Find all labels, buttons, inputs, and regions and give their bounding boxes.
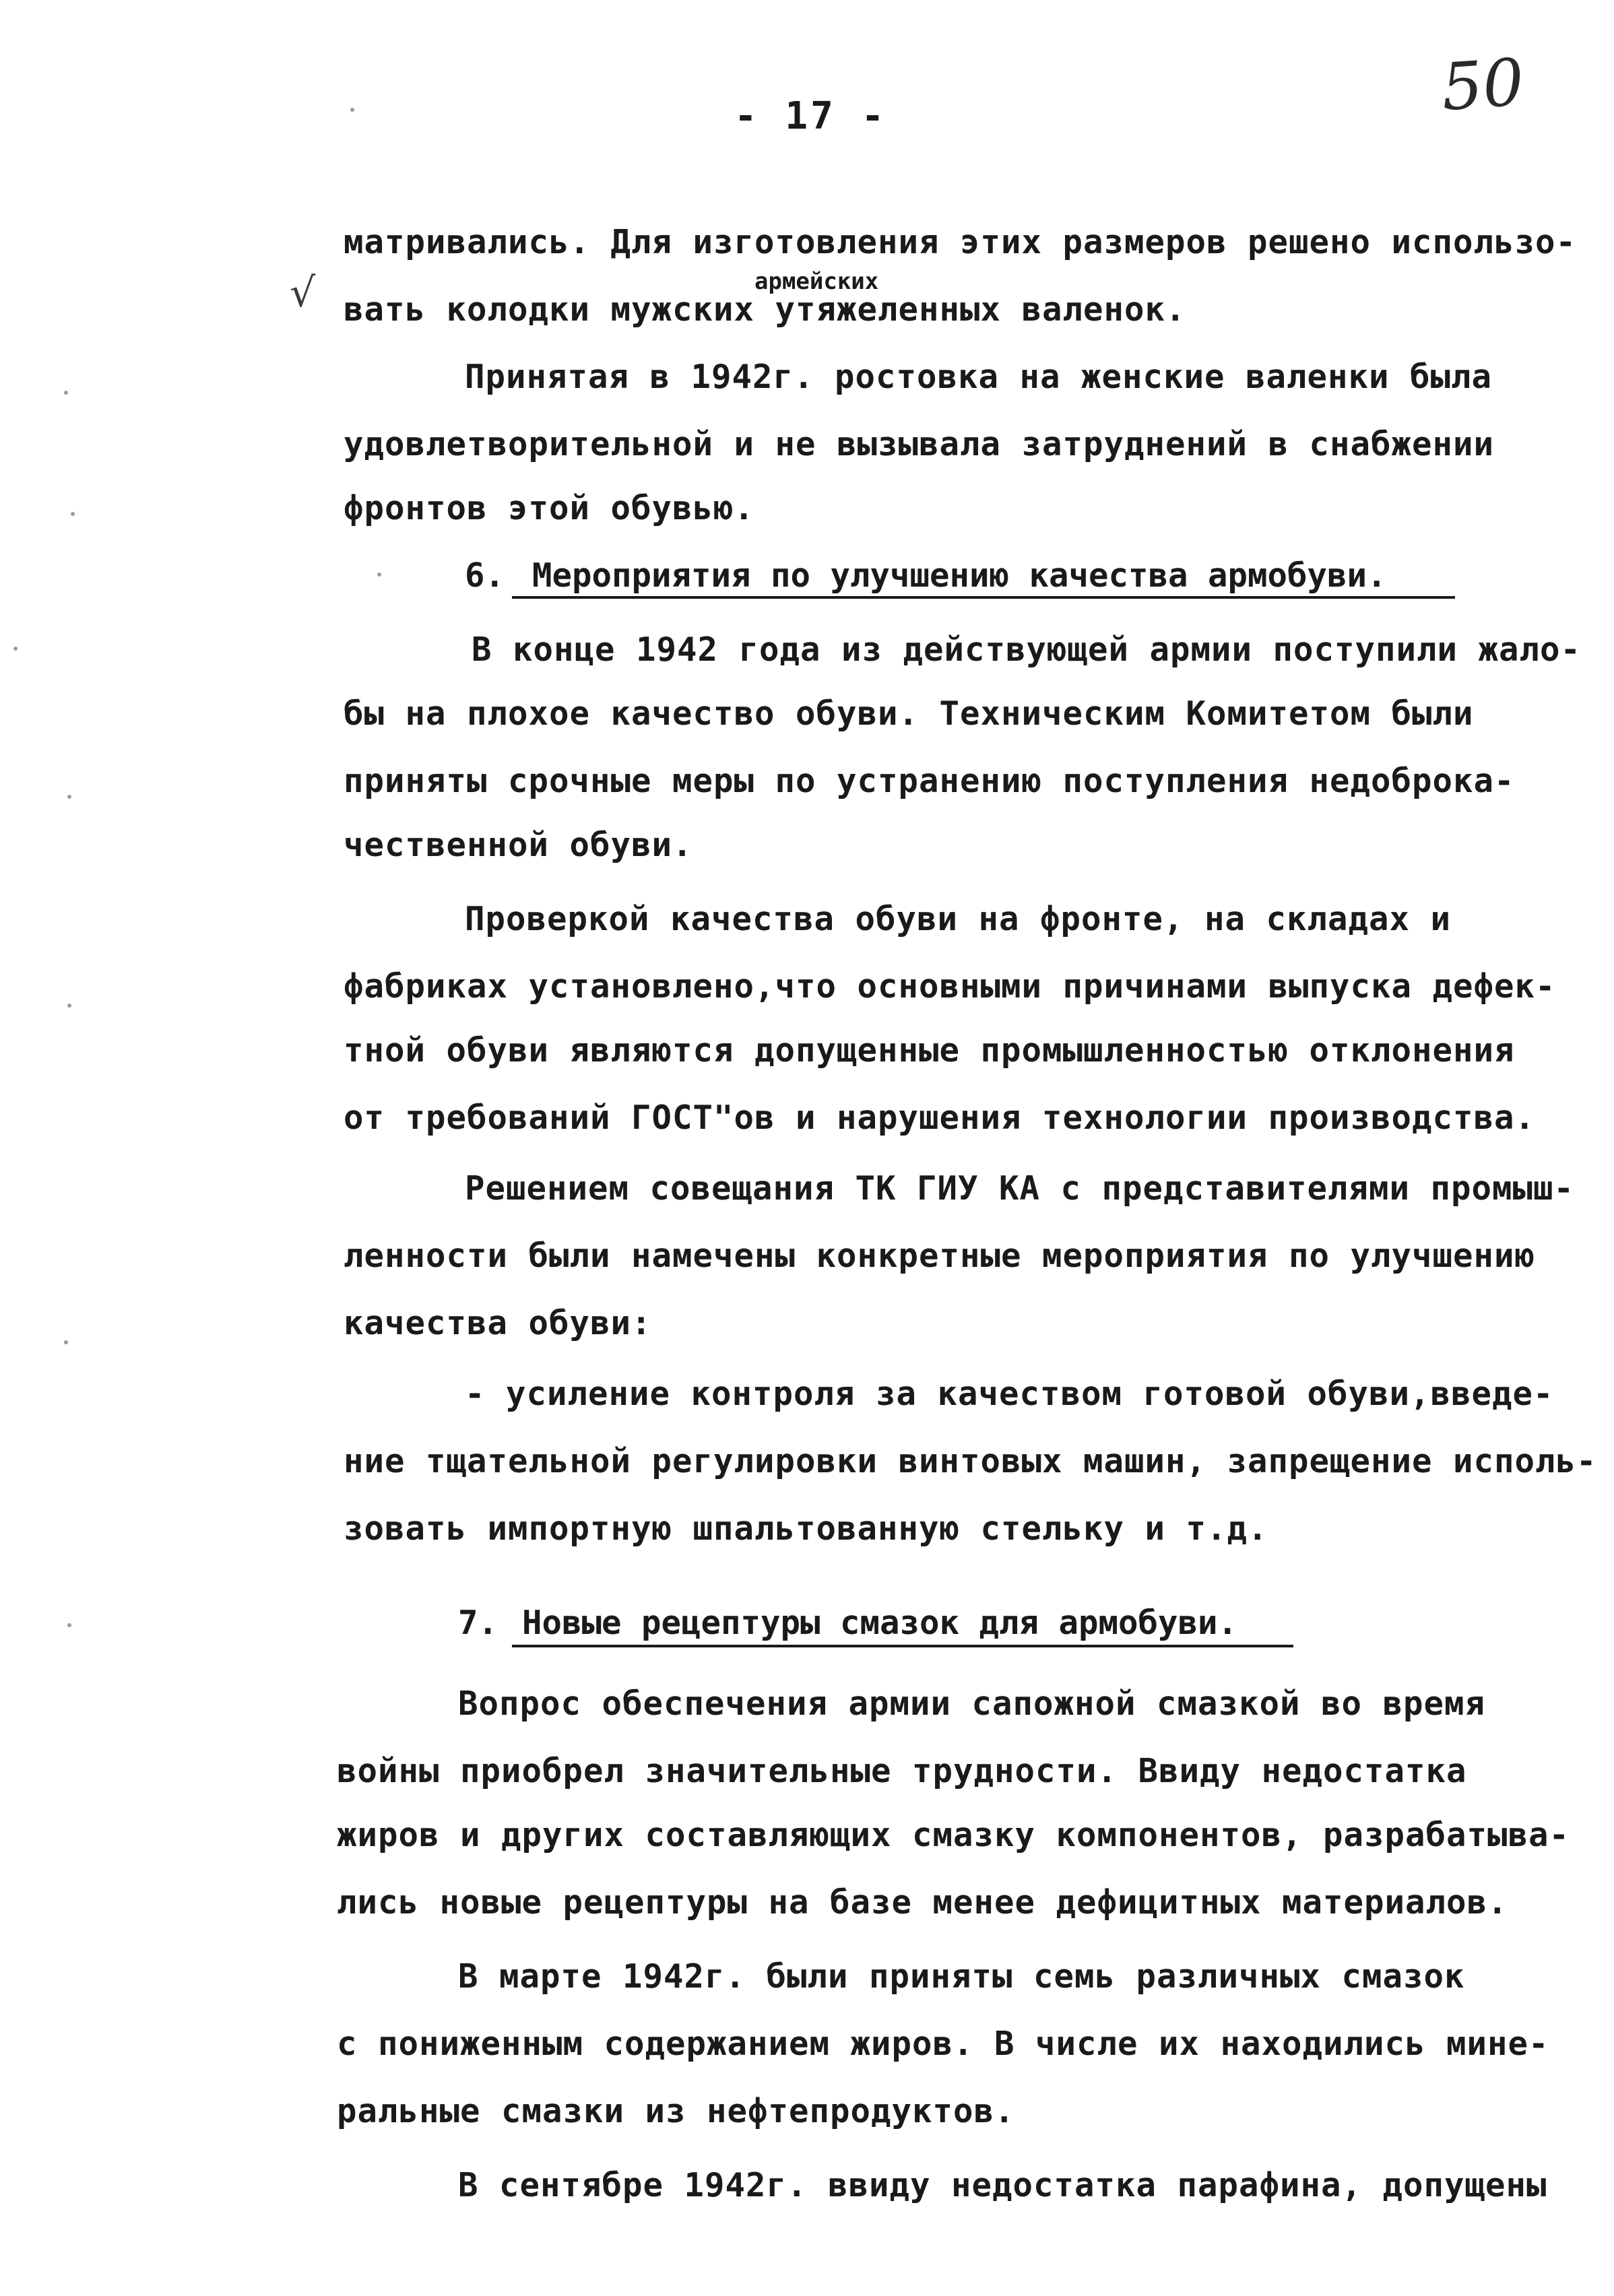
text-line: - усиление контроля за качеством готовой обуви,введе-: [465, 1375, 1554, 1413]
text-line: матривались. Для изготовления этих размеров решено использо-: [344, 223, 1577, 261]
text-line: войны приобрел значительные трудности. Ввиду недостатка: [337, 1752, 1467, 1790]
inserted-word: армейских: [754, 268, 879, 295]
scan-speck: [71, 512, 75, 516]
text-line: жиров и других составляющих смазку компонентов, разрабатыва-: [337, 1816, 1570, 1854]
text-line: Принятая в 1942г. ростовка на женские валенки была: [465, 358, 1493, 396]
archive-sheet-number: 50: [1439, 44, 1526, 126]
heading-7-underline: [512, 1645, 1293, 1647]
text-line: качества обуви:: [344, 1304, 652, 1342]
scan-speck: [350, 108, 354, 112]
scan-speck: [67, 1623, 71, 1627]
scan-speck: [64, 391, 68, 395]
text-line: В сентябре 1942г. ввиду недостатка парафина, допущены: [458, 2166, 1547, 2204]
section-heading-6-number: 6.: [465, 556, 505, 595]
text-line: фабриках установлено,что основными причинами выпуска дефек-: [344, 967, 1556, 1006]
section-heading-6-title: Мероприятия по улучшению качества армобуви.: [532, 556, 1387, 595]
text-line: ленности были намечены конкретные мероприятия по улучшению: [344, 1237, 1536, 1275]
scan-speck: [13, 647, 18, 651]
text-line: лись новые рецептуры на базе менее дефицитных материалов.: [337, 1883, 1508, 1922]
text-line: фронтов этой обувью.: [344, 489, 755, 527]
text-line: зовать импортную шпальтованную стельку и т.д.: [344, 1509, 1268, 1548]
scan-speck: [67, 795, 71, 799]
page-number: - 17 -: [734, 94, 887, 138]
text-line: В конце 1942 года из действующей армии поступили жало-: [472, 630, 1582, 669]
scan-speck: [377, 572, 381, 577]
heading-6-underline: [512, 596, 1455, 599]
text-line: ние тщательной регулировки винтовых машин, запрещение исполь-: [344, 1442, 1597, 1480]
text-line: чественной обуви.: [344, 826, 693, 864]
text-line: вать колодки мужских утяжеленных валенок.: [344, 290, 1186, 329]
scan-speck: [64, 1340, 68, 1344]
text-line: от требований ГОСТ"ов и нарушения технологии производства.: [344, 1098, 1536, 1137]
margin-checkmark-icon: √: [290, 269, 316, 317]
section-heading-7-title: Новые рецептуры смазок для армобуви.: [522, 1604, 1238, 1642]
text-line: с пониженным содержанием жиров. В числе их находились мине-: [337, 2025, 1549, 2063]
text-line: удовлетворительной и не вызывала затруднений в снабжении: [344, 425, 1495, 463]
scan-speck: [67, 1004, 71, 1008]
text-line: приняты срочные меры по устранению поступления недоброка-: [344, 762, 1515, 800]
text-line: тной обуви являются допущенные промышленностью отклонения: [344, 1031, 1515, 1070]
text-line: Вопрос обеспечения армии сапожной смазкой во время: [458, 1684, 1486, 1723]
section-heading-7-number: 7.: [458, 1604, 498, 1642]
text-line: Проверкой качества обуви на фронте, на складах и: [465, 900, 1452, 938]
text-line: ральные смазки из нефтепродуктов.: [337, 2092, 1015, 2130]
text-line: бы на плохое качество обуви. Техническим Комитетом были: [344, 694, 1474, 733]
text-line: Решением совещания ТК ГИУ КА с представителями промыш-: [465, 1169, 1575, 1208]
text-line: В марте 1942г. были приняты семь различных смазок: [458, 1957, 1465, 1996]
